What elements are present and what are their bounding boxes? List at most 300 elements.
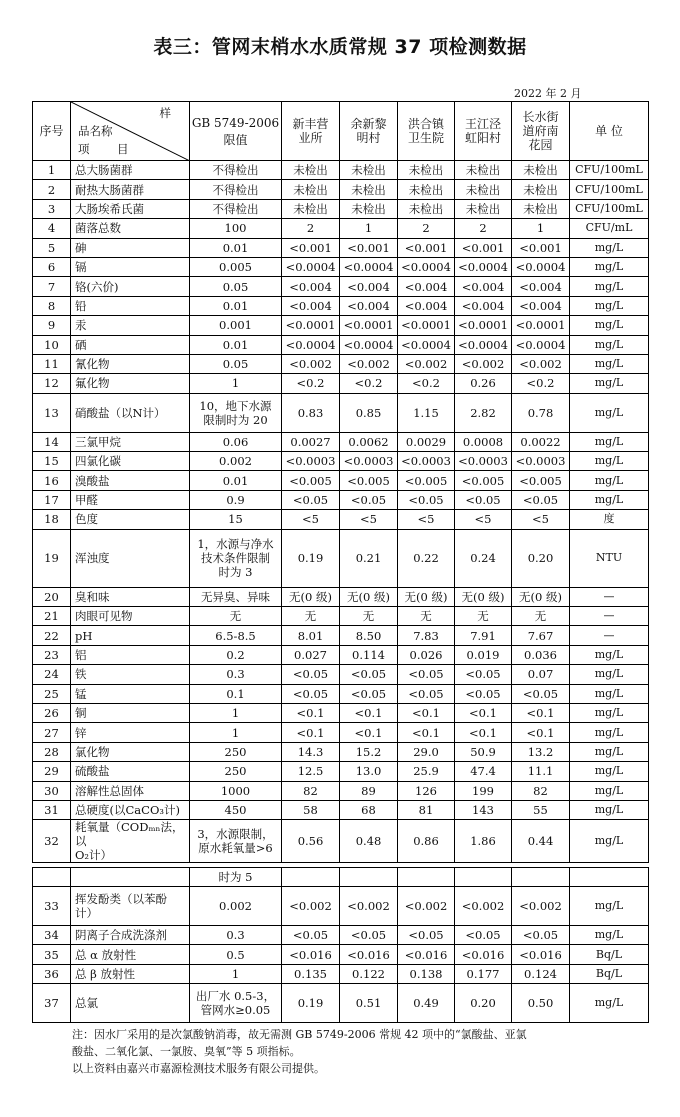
item-name: 铬(六价) bbox=[71, 277, 190, 296]
header-diag-mid: 品名称 bbox=[78, 124, 113, 138]
limit-value: 1 bbox=[190, 964, 282, 983]
site-value: 58 bbox=[282, 800, 340, 819]
header-row bbox=[33, 102, 649, 161]
site-value: 1 bbox=[512, 219, 570, 238]
site-value: <0.05 bbox=[455, 926, 512, 945]
table-row bbox=[33, 374, 649, 393]
row-number: 32 bbox=[33, 820, 71, 863]
site-value: 0.036 bbox=[512, 645, 570, 664]
limit-value: 不得检出 bbox=[190, 180, 282, 199]
limit-value: 450 bbox=[190, 800, 282, 819]
site-value: 68 bbox=[340, 800, 398, 819]
unit-value: CFU/100mL bbox=[570, 199, 649, 218]
item-name: 镉 bbox=[71, 257, 190, 276]
limit-value: 0.5 bbox=[190, 945, 282, 964]
unit-value: 度 bbox=[570, 510, 649, 529]
row-number: 2 bbox=[33, 180, 71, 199]
limit-value: 0.05 bbox=[190, 277, 282, 296]
unit-value: mg/L bbox=[570, 703, 649, 722]
site-value: <0.001 bbox=[455, 238, 512, 257]
limit-value: 0.3 bbox=[190, 665, 282, 684]
site-value: 2 bbox=[282, 219, 340, 238]
site-value: <0.05 bbox=[282, 490, 340, 509]
limit-value: 0.01 bbox=[190, 471, 282, 490]
site-value: 0.26 bbox=[455, 374, 512, 393]
row-number: 3 bbox=[33, 199, 71, 218]
limit-value: 1000 bbox=[190, 781, 282, 800]
site-value: <0.001 bbox=[340, 238, 398, 257]
site-value: <0.002 bbox=[398, 354, 455, 373]
table-row bbox=[33, 926, 649, 945]
unit-value: mg/L bbox=[570, 471, 649, 490]
site-value: <0.005 bbox=[398, 471, 455, 490]
unit-value: CFU/mL bbox=[570, 219, 649, 238]
row-number: 28 bbox=[33, 742, 71, 761]
site-value: <0.002 bbox=[340, 354, 398, 373]
site-value: <0.0003 bbox=[398, 452, 455, 471]
site-value: 126 bbox=[398, 781, 455, 800]
site-value: 0.19 bbox=[282, 984, 340, 1023]
row-number: 35 bbox=[33, 945, 71, 964]
site-value: <0.05 bbox=[340, 665, 398, 684]
header-diag-top: 样 bbox=[159, 106, 171, 120]
table-row bbox=[33, 354, 649, 373]
row-number: 20 bbox=[33, 587, 71, 606]
site-value: <0.0001 bbox=[455, 316, 512, 335]
site-value: 0.135 bbox=[282, 964, 340, 983]
continuation-row bbox=[33, 868, 649, 887]
site-value: 未检出 bbox=[455, 161, 512, 180]
unit-value: mg/L bbox=[570, 277, 649, 296]
continuation-limit: 时为 5 bbox=[190, 868, 282, 887]
header-seq: 序号 bbox=[33, 102, 71, 161]
header-site-3: 洪合镇 卫生院 bbox=[398, 102, 455, 161]
water-quality-table-part1 bbox=[32, 101, 649, 863]
site-value: 47.4 bbox=[455, 762, 512, 781]
table-row bbox=[33, 887, 649, 926]
table-row bbox=[33, 684, 649, 703]
water-quality-table-part2 bbox=[32, 867, 649, 1023]
unit-value: mg/L bbox=[570, 665, 649, 684]
site-value: 2.82 bbox=[455, 393, 512, 432]
limit-value: 0.9 bbox=[190, 490, 282, 509]
site-value: <0.002 bbox=[512, 887, 570, 926]
limit-value: 1 bbox=[190, 723, 282, 742]
footnote bbox=[72, 1026, 632, 1077]
site-value: <0.002 bbox=[282, 354, 340, 373]
site-value: <0.05 bbox=[455, 684, 512, 703]
header-diag-bottom: 项 目 bbox=[78, 142, 137, 156]
site-value: 无 bbox=[282, 607, 340, 626]
site-value: 82 bbox=[282, 781, 340, 800]
site-value: 1.86 bbox=[455, 820, 512, 863]
site-value: 8.01 bbox=[282, 626, 340, 645]
site-value: <0.1 bbox=[398, 703, 455, 722]
item-name: 锌 bbox=[71, 723, 190, 742]
unit-value: — bbox=[570, 587, 649, 606]
header-site-2: 余新黎 明村 bbox=[340, 102, 398, 161]
item-name: 耐热大肠菌群 bbox=[71, 180, 190, 199]
site-value: 11.1 bbox=[512, 762, 570, 781]
row-number: 36 bbox=[33, 964, 71, 983]
site-value: 0.22 bbox=[398, 529, 455, 587]
site-value: 0.138 bbox=[398, 964, 455, 983]
site-value: 0.44 bbox=[512, 820, 570, 863]
table-row bbox=[33, 723, 649, 742]
limit-value: 0.2 bbox=[190, 645, 282, 664]
header-site-1: 新丰营 业所 bbox=[282, 102, 340, 161]
site-value: <0.0003 bbox=[512, 452, 570, 471]
item-name: 耗氧量（CODₘₙ法，以 O₂计） bbox=[71, 820, 190, 863]
row-number: 22 bbox=[33, 626, 71, 645]
site-value: <0.05 bbox=[398, 665, 455, 684]
site-value: <0.004 bbox=[455, 296, 512, 315]
page-title: 表三：管网末梢水水质常规 37 项检测数据 bbox=[153, 36, 527, 58]
site-value: 81 bbox=[398, 800, 455, 819]
item-name: 溶解性总固体 bbox=[71, 781, 190, 800]
row-number: 25 bbox=[33, 684, 71, 703]
limit-value: 0.06 bbox=[190, 432, 282, 451]
site-value: 0.48 bbox=[340, 820, 398, 863]
table-row bbox=[33, 984, 649, 1023]
limit-value: 0.3 bbox=[190, 926, 282, 945]
row-number: 18 bbox=[33, 510, 71, 529]
item-name: 氟化物 bbox=[71, 374, 190, 393]
site-value: <5 bbox=[398, 510, 455, 529]
site-value: <0.0004 bbox=[340, 257, 398, 276]
row-number: 30 bbox=[33, 781, 71, 800]
item-name: 氯化物 bbox=[71, 742, 190, 761]
site-value: 未检出 bbox=[398, 180, 455, 199]
site-value: <5 bbox=[455, 510, 512, 529]
site-value: 无(0 级) bbox=[398, 587, 455, 606]
row-number: 33 bbox=[33, 887, 71, 926]
item-name: 四氯化碳 bbox=[71, 452, 190, 471]
row-number: 27 bbox=[33, 723, 71, 742]
site-value: 未检出 bbox=[340, 161, 398, 180]
table-row bbox=[33, 161, 649, 180]
site-value: 0.0027 bbox=[282, 432, 340, 451]
site-value: 7.67 bbox=[512, 626, 570, 645]
site-value: <5 bbox=[282, 510, 340, 529]
item-name: 铝 bbox=[71, 645, 190, 664]
site-value: 未检出 bbox=[512, 180, 570, 199]
site-value: <0.0004 bbox=[282, 335, 340, 354]
site-value: <0.002 bbox=[398, 887, 455, 926]
row-number: 5 bbox=[33, 238, 71, 257]
item-name: 肉眼可见物 bbox=[71, 607, 190, 626]
site-value: <0.002 bbox=[512, 354, 570, 373]
limit-value: 250 bbox=[190, 762, 282, 781]
site-value: 0.07 bbox=[512, 665, 570, 684]
limit-value: 1 bbox=[190, 703, 282, 722]
site-value: 0.122 bbox=[340, 964, 398, 983]
site-value: <0.002 bbox=[282, 887, 340, 926]
site-value: 无 bbox=[398, 607, 455, 626]
unit-value: CFU/100mL bbox=[570, 180, 649, 199]
site-value: <0.1 bbox=[398, 723, 455, 742]
table-row bbox=[33, 820, 649, 863]
table-row bbox=[33, 238, 649, 257]
item-name: 硫酸盐 bbox=[71, 762, 190, 781]
site-value: <0.1 bbox=[340, 723, 398, 742]
row-number: 13 bbox=[33, 393, 71, 432]
site-value: 未检出 bbox=[455, 199, 512, 218]
site-value: <0.004 bbox=[455, 277, 512, 296]
site-value: <0.0004 bbox=[282, 257, 340, 276]
site-value: <0.005 bbox=[512, 471, 570, 490]
unit-value: mg/L bbox=[570, 800, 649, 819]
site-value: 0.78 bbox=[512, 393, 570, 432]
item-name: 大肠埃希氏菌 bbox=[71, 199, 190, 218]
row-number: 19 bbox=[33, 529, 71, 587]
site-value: 未检出 bbox=[282, 180, 340, 199]
site-value: <0.1 bbox=[512, 723, 570, 742]
site-value: <0.005 bbox=[282, 471, 340, 490]
limit-value: 15 bbox=[190, 510, 282, 529]
site-value: 未检出 bbox=[282, 199, 340, 218]
site-value: <0.05 bbox=[282, 665, 340, 684]
header-site-5: 长水街 道府南 花园 bbox=[512, 102, 570, 161]
unit-value: mg/L bbox=[570, 887, 649, 926]
site-value: 143 bbox=[455, 800, 512, 819]
item-name: 铜 bbox=[71, 703, 190, 722]
table-row bbox=[33, 393, 649, 432]
site-value: 0.24 bbox=[455, 529, 512, 587]
row-number: 16 bbox=[33, 471, 71, 490]
site-value: 无 bbox=[340, 607, 398, 626]
site-value: <0.002 bbox=[455, 354, 512, 373]
item-name: 砷 bbox=[71, 238, 190, 257]
site-value: <0.2 bbox=[282, 374, 340, 393]
limit-value: 0.002 bbox=[190, 887, 282, 926]
site-value: <0.05 bbox=[455, 490, 512, 509]
limit-value: 0.005 bbox=[190, 257, 282, 276]
table-row bbox=[33, 510, 649, 529]
table-row bbox=[33, 452, 649, 471]
footnote-line3: 以上资料由嘉兴市嘉源检测技术服务有限公司提供。 bbox=[72, 1062, 325, 1075]
site-value: 0.114 bbox=[340, 645, 398, 664]
table-row bbox=[33, 490, 649, 509]
limit-value: 0.01 bbox=[190, 238, 282, 257]
site-value: 0.49 bbox=[398, 984, 455, 1023]
site-value: <0.016 bbox=[282, 945, 340, 964]
table-row bbox=[33, 742, 649, 761]
site-value: 0.50 bbox=[512, 984, 570, 1023]
site-value: <0.2 bbox=[398, 374, 455, 393]
site-value: 0.177 bbox=[455, 964, 512, 983]
site-value: 无 bbox=[512, 607, 570, 626]
site-value: 89 bbox=[340, 781, 398, 800]
site-value: 未检出 bbox=[340, 199, 398, 218]
site-value: <0.0001 bbox=[398, 316, 455, 335]
table-row bbox=[33, 587, 649, 606]
item-name: 色度 bbox=[71, 510, 190, 529]
limit-value: 0.01 bbox=[190, 335, 282, 354]
unit-value: — bbox=[570, 607, 649, 626]
table-row bbox=[33, 335, 649, 354]
site-value: 29.0 bbox=[398, 742, 455, 761]
site-value: <0.0004 bbox=[398, 257, 455, 276]
site-value: <0.0004 bbox=[455, 335, 512, 354]
site-value: 未检出 bbox=[340, 180, 398, 199]
site-value: 未检出 bbox=[512, 199, 570, 218]
limit-value: 0.1 bbox=[190, 684, 282, 703]
unit-value: mg/L bbox=[570, 393, 649, 432]
row-number: 15 bbox=[33, 452, 71, 471]
site-value: <0.0004 bbox=[340, 335, 398, 354]
site-value: <0.1 bbox=[455, 723, 512, 742]
header-diagonal-cell bbox=[71, 102, 190, 161]
item-name: 总硬度(以CaCO₃计) bbox=[71, 800, 190, 819]
site-value: 0.026 bbox=[398, 645, 455, 664]
table-row bbox=[33, 607, 649, 626]
site-value: 0.20 bbox=[455, 984, 512, 1023]
table-row bbox=[33, 296, 649, 315]
site-value: <0.004 bbox=[340, 296, 398, 315]
site-value: 13.2 bbox=[512, 742, 570, 761]
unit-value: mg/L bbox=[570, 490, 649, 509]
limit-value: 3，水源限制， 原水耗氧量>6 bbox=[190, 820, 282, 863]
unit-value: mg/L bbox=[570, 238, 649, 257]
item-name: 总氯 bbox=[71, 984, 190, 1023]
unit-value: mg/L bbox=[570, 374, 649, 393]
site-value: <0.05 bbox=[340, 926, 398, 945]
site-value: 无(0 级) bbox=[282, 587, 340, 606]
site-value: <0.002 bbox=[340, 887, 398, 926]
row-number: 26 bbox=[33, 703, 71, 722]
item-name: 锰 bbox=[71, 684, 190, 703]
unit-value: mg/L bbox=[570, 820, 649, 863]
unit-value: NTU bbox=[570, 529, 649, 587]
site-value: <0.05 bbox=[398, 490, 455, 509]
limit-value: 不得检出 bbox=[190, 199, 282, 218]
row-number: 9 bbox=[33, 316, 71, 335]
row-number: 21 bbox=[33, 607, 71, 626]
site-value: <0.1 bbox=[282, 703, 340, 722]
row-number: 29 bbox=[33, 762, 71, 781]
limit-value: 出厂水 0.5-3， 管网水≥0.05 bbox=[190, 984, 282, 1023]
header-limit-line1: GB 5749-2006 bbox=[191, 115, 280, 130]
unit-value: mg/L bbox=[570, 926, 649, 945]
site-value: <0.001 bbox=[398, 238, 455, 257]
footnote-line1: 注：因水厂采用的是次氯酸钠消毒，故无需测 GB 5749-2006 常规 42 项中的“氯酸盐、亚氯 bbox=[72, 1028, 527, 1041]
site-value: 无(0 级) bbox=[455, 587, 512, 606]
site-value: 未检出 bbox=[398, 199, 455, 218]
site-value: <0.05 bbox=[398, 684, 455, 703]
site-value: <0.05 bbox=[398, 926, 455, 945]
row-number: 7 bbox=[33, 277, 71, 296]
row-number: 12 bbox=[33, 374, 71, 393]
site-value: 无(0 级) bbox=[340, 587, 398, 606]
item-name: 硒 bbox=[71, 335, 190, 354]
site-value: <0.0003 bbox=[455, 452, 512, 471]
site-value: 0.20 bbox=[512, 529, 570, 587]
site-value: <0.1 bbox=[340, 703, 398, 722]
unit-value: mg/L bbox=[570, 452, 649, 471]
unit-value: mg/L bbox=[570, 684, 649, 703]
limit-value: 1，水源与净水 技术条件限制 时为 3 bbox=[190, 529, 282, 587]
limit-value: 0.002 bbox=[190, 452, 282, 471]
unit-value: mg/L bbox=[570, 723, 649, 742]
site-value: <0.0004 bbox=[398, 335, 455, 354]
limit-value: 不得检出 bbox=[190, 161, 282, 180]
site-value: 25.9 bbox=[398, 762, 455, 781]
table-row bbox=[33, 199, 649, 218]
row-number: 37 bbox=[33, 984, 71, 1023]
site-value: 0.86 bbox=[398, 820, 455, 863]
site-value: <0.1 bbox=[512, 703, 570, 722]
row-number: 34 bbox=[33, 926, 71, 945]
item-name: 阴离子合成洗涤剂 bbox=[71, 926, 190, 945]
limit-value: 无异臭、异味 bbox=[190, 587, 282, 606]
item-name: 总 α 放射性 bbox=[71, 945, 190, 964]
site-value: 0.124 bbox=[512, 964, 570, 983]
site-value: <0.0001 bbox=[340, 316, 398, 335]
table-row bbox=[33, 626, 649, 645]
table-row bbox=[33, 665, 649, 684]
site-value: 55 bbox=[512, 800, 570, 819]
site-value: 无(0 级) bbox=[512, 587, 570, 606]
unit-value: mg/L bbox=[570, 316, 649, 335]
site-value: 无 bbox=[455, 607, 512, 626]
item-name: 溴酸盐 bbox=[71, 471, 190, 490]
table-row bbox=[33, 471, 649, 490]
table-row bbox=[33, 762, 649, 781]
unit-value: CFU/100mL bbox=[570, 161, 649, 180]
site-value: <0.004 bbox=[282, 277, 340, 296]
unit-value: mg/L bbox=[570, 645, 649, 664]
site-value: <0.1 bbox=[455, 703, 512, 722]
table-row bbox=[33, 219, 649, 238]
table-row bbox=[33, 432, 649, 451]
limit-value: 0.05 bbox=[190, 354, 282, 373]
site-value: <0.016 bbox=[512, 945, 570, 964]
site-value: 0.019 bbox=[455, 645, 512, 664]
unit-value: mg/L bbox=[570, 781, 649, 800]
site-value: <5 bbox=[512, 510, 570, 529]
table-row bbox=[33, 964, 649, 983]
site-value: <0.004 bbox=[398, 296, 455, 315]
site-value: 2 bbox=[398, 219, 455, 238]
report-date: 2022 年 2 月 bbox=[514, 87, 582, 100]
limit-value: 0.01 bbox=[190, 296, 282, 315]
item-name: 铅 bbox=[71, 296, 190, 315]
row-number: 6 bbox=[33, 257, 71, 276]
site-value: <0.05 bbox=[282, 926, 340, 945]
site-value: <0.0001 bbox=[512, 316, 570, 335]
header-site-4: 王江泾 虹阳村 bbox=[455, 102, 512, 161]
site-value: <0.004 bbox=[512, 277, 570, 296]
item-name: 总 β 放射性 bbox=[71, 964, 190, 983]
limit-value: 100 bbox=[190, 219, 282, 238]
site-value: <0.2 bbox=[340, 374, 398, 393]
header-limit-line2: 限值 bbox=[223, 132, 248, 147]
site-value: 0.51 bbox=[340, 984, 398, 1023]
site-value: <0.05 bbox=[512, 926, 570, 945]
row-number: 4 bbox=[33, 219, 71, 238]
site-value: 1 bbox=[340, 219, 398, 238]
site-value: <0.005 bbox=[455, 471, 512, 490]
site-value: 7.91 bbox=[455, 626, 512, 645]
table-row bbox=[33, 316, 649, 335]
item-name: 挥发酚类（以苯酚 计） bbox=[71, 887, 190, 926]
unit-value: — bbox=[570, 626, 649, 645]
site-value: 0.0022 bbox=[512, 432, 570, 451]
row-number: 14 bbox=[33, 432, 71, 451]
site-value: 0.21 bbox=[340, 529, 398, 587]
item-name: 总大肠菌群 bbox=[71, 161, 190, 180]
